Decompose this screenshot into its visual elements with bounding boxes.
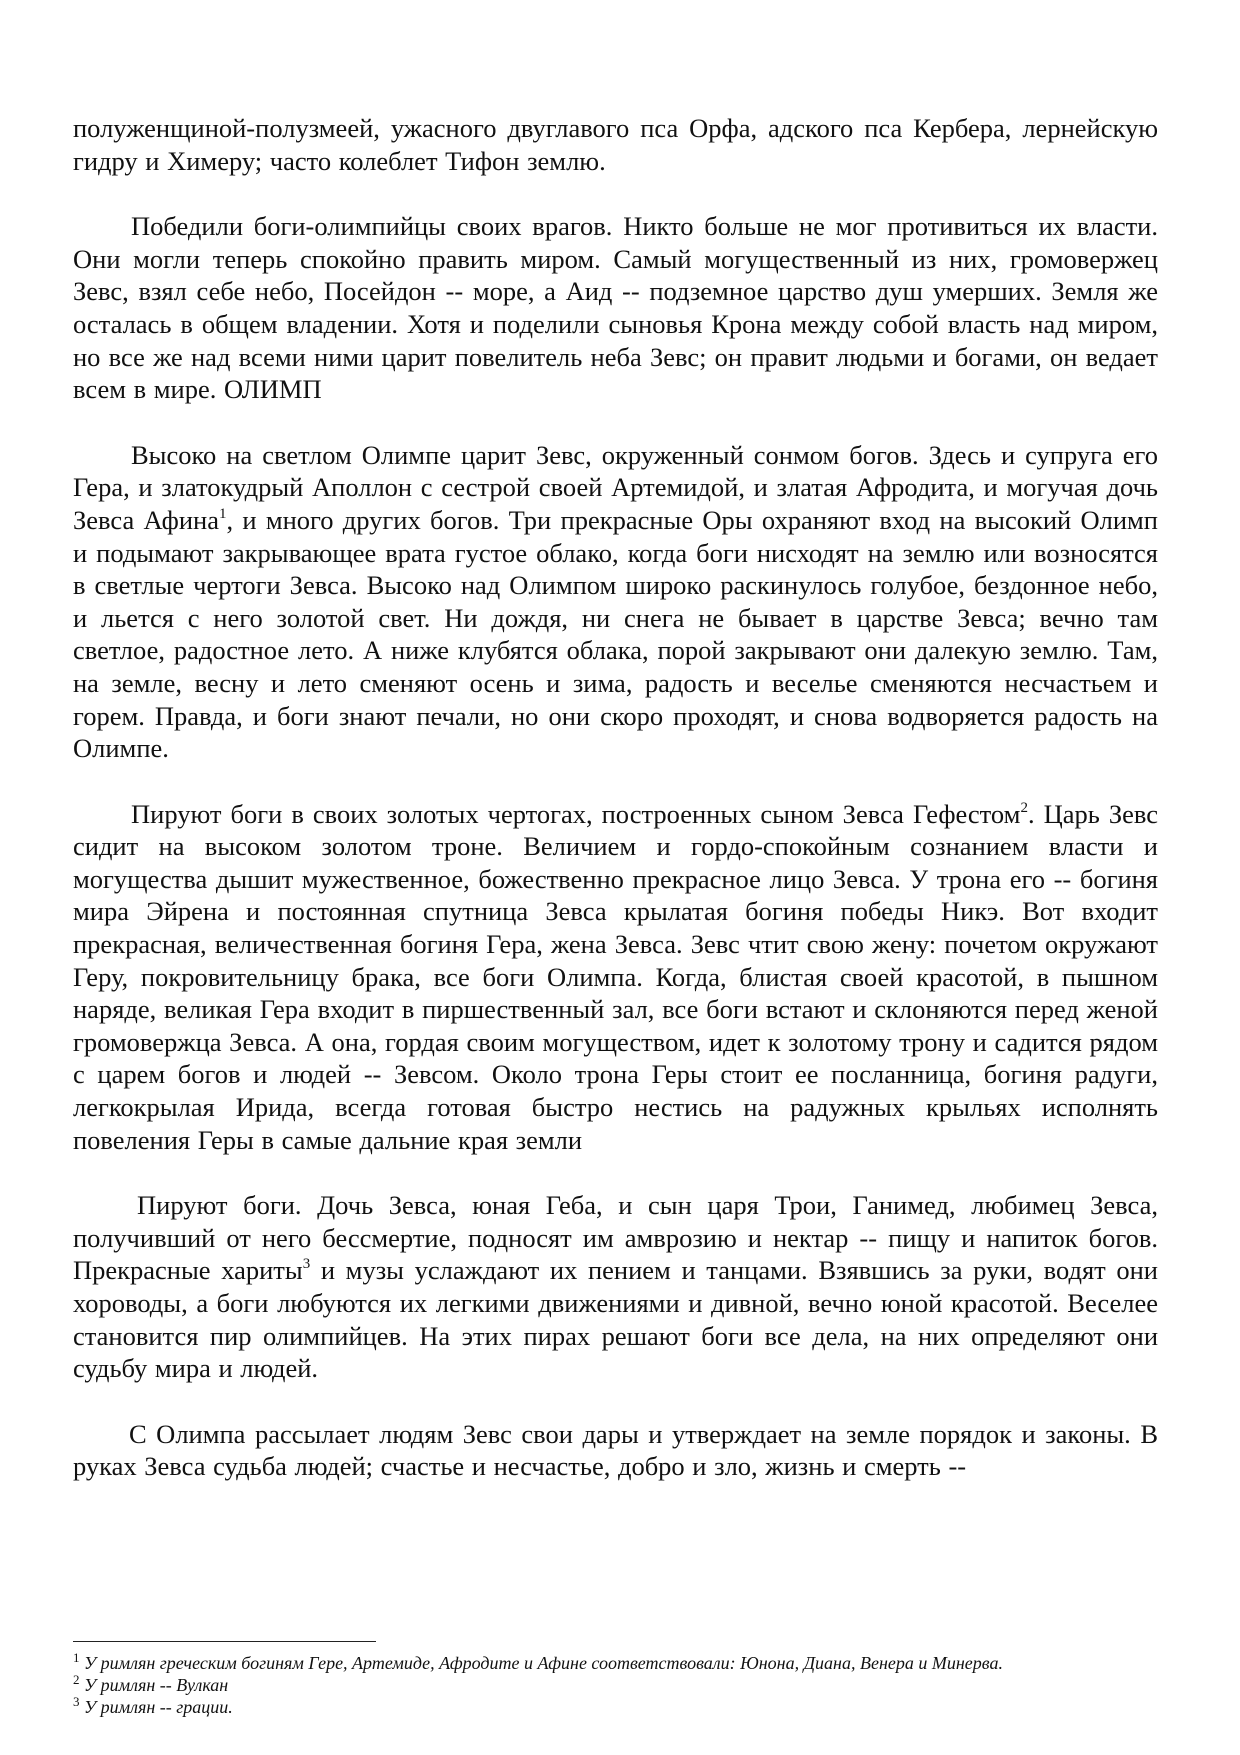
paragraph-5-text-after: и музы услаждают их пением и танцами. Взявшись за руки, водят они хороводы, а боги любуются их легкими движениями и дивной, вечно юной красотой. Веселее становится пир олимпийцев. На этих пирах решают боги все дела, на них определяют они судьбу мира и людей. <box>73 1255 1158 1384</box>
paragraph-4 <box>73 798 1158 1157</box>
document-body <box>73 112 1158 1483</box>
footnote-ref-1: 1 <box>218 505 227 522</box>
footnotes <box>73 1652 1158 1718</box>
paragraph-4-text-after: . Царь Зевс сидит на высоком золотом троне. Величием и гордо-спокойным сознанием власти и могущества дышит мужественное, божественно прекрасное лицо Зевса. У трона его -- богиня мира Эйрена и постоянная спутница Зевса крылатая богиня победы Никэ. Вот входит прекрасная, величественная богиня Гера, жена Зевса. Зевс чтит свою жену: почетом окружают Геру, покровительницу брака, все боги Олимпа. Когда, блистая своей красотой, в пышном наряде, великая Гера входит в пиршественный зал, все боги встают и склоняются перед женой громовержца Зевса. А она, гордая своим могуществом, идет к золотому трону и садится рядом с царем богов и людей -- Зевсом. Около трона Геры стоит ее посланница, богиня радуги, легкокрылая Ирида, всегда готовая быстро нестись на радужных крыльях исполнять повеления Геры в самые дальние края земли <box>73 798 1158 1155</box>
paragraph-5-text-before: Пируют боги. Дочь Зевса, юная Геба, и сын царя Трои, Ганимед, любимец Зевса, получивший от него бессмертие, подносят им амврозию и нектар -- пищу и напиток богов. Прекрасные хариты <box>73 1190 1158 1286</box>
paragraph-3-text-after: , и много других богов. Три прекрасные Оры охраняют вход на высокий Олимп и подымают закрывающее врата густое облако, когда боги нисходят на землю или возносятся в светлые чертоги Зевса. Высоко над Олимпом широко раскинулось голубое, бездонное небо, и льется с него золотой свет. Ни дождя, ни снега не бывает в царстве Зевса; вечно там светлое, радостное лето. А ниже клубятся облака, порой закрывают они далекую землю. Там, на земле, весну и лето сменяют осень и зима, радость и веселье сменяются несчастьем и горем. Правда, и боги знают печали, но они скоро проходят, и снова водворяется радость на Олимпе. <box>73 504 1158 764</box>
paragraph-5 <box>73 1189 1158 1385</box>
footnote-separator <box>73 1641 376 1642</box>
paragraph-6: С Олимпа рассылает людям Зевс свои дары и утверждает на земле порядок и законы. В руках Зевса судьба людей; счастье и несчастье, добро и зло, жизнь и смерть -- <box>73 1418 1158 1482</box>
footnote-text-1: У римлян греческим богиням Гере, Артемиде, Афродите и Афине соответствовали: Юнона, Диана, Венера и Минерва. <box>79 1653 1003 1673</box>
paragraph-1: полуженщиной-полузмеей, ужасного двуглавого пса Орфа, адского пса Кербера, лернейскую гидру и Химеру; часто колеблет Тифон землю. <box>73 113 1158 176</box>
paragraph-4-text-before: Пируют боги в своих золотых чертогах, построенных сыном Зевса Гефестом <box>131 798 1021 829</box>
footnote-number-1: 1 <box>73 1650 80 1665</box>
footnote-text-3: У римлян -- грации. <box>79 1697 233 1717</box>
footnote-number-2: 2 <box>73 1672 80 1687</box>
footnote-text-2: У римлян -- Вулкан <box>79 1675 229 1695</box>
footnote-ref-2: 2 <box>1020 799 1028 816</box>
paragraph-3 <box>73 439 1158 765</box>
footnote-number-3: 3 <box>73 1694 80 1709</box>
paragraph-3-text-before: Высоко на светлом Олимпе царит Зевс, окруженный сонмом богов. Здесь и супруга его Гера, и златокудрый Аполлон с сестрой своей Артемидой, и златая Афродита, и могучая дочь Зевса Афина <box>73 439 1158 535</box>
footnote-1 <box>73 1652 1158 1674</box>
footnote-2 <box>73 1674 1158 1696</box>
footnote-3 <box>73 1696 1158 1718</box>
footnote-ref-3: 3 <box>302 1256 311 1273</box>
paragraph-2: Победили боги-олимпийцы своих врагов. Никто больше не мог противиться их власти. Они могли теперь спокойно править миром. Самый могущественный из них, громовержец Зевс, взял себе небо, Посейдон -- море, а Аид -- подземное царство душ умерших. Земля же осталась в общем владении. Хотя и поделили сыновья Крона между собой власть над миром, но все же над всеми ними царит повелитель неба Зевс; он правит людьми и богами, он ведает всем в мире. ОЛИМП <box>73 211 1158 405</box>
